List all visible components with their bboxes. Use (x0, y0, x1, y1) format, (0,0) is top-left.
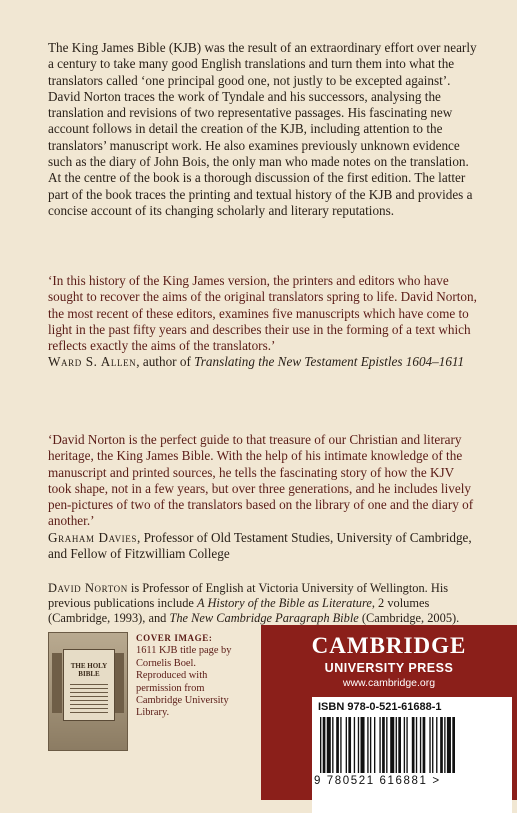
cover-thumbnail (48, 632, 128, 751)
barcode-bar (336, 717, 339, 773)
bio-text: , 2 volumes (Cambridge, 1993), and (48, 596, 430, 626)
barcode-bar (404, 717, 405, 773)
quote-author: Ward S. Allen (48, 354, 137, 370)
publisher-panel (261, 625, 517, 800)
cover-caption-text: 1611 KJB title page by Cornelis Boel. Reproduced with permission from Cambridge University Library. (136, 645, 232, 719)
barcode-bar (452, 717, 455, 773)
cover-figure-left (52, 653, 62, 713)
barcode-bar (429, 717, 430, 773)
barcode (320, 717, 504, 773)
cover-figure-right (114, 653, 124, 713)
barcode-bar (354, 717, 355, 773)
bio-book-title: The New Cambridge Paragraph Bible (169, 611, 359, 626)
publisher-press: UNIVERSITY PRESS (324, 661, 454, 675)
cover-caption-label: COVER IMAGE: (136, 633, 213, 643)
cover-caption (136, 632, 246, 720)
barcode-bar (386, 717, 387, 773)
publisher-url[interactable]: www.cambridge.org (342, 677, 436, 689)
bio-text: is Professor of English at Victoria University of Wellington. His previous publications include (48, 581, 449, 611)
barcode-bar (447, 717, 451, 773)
author-name: David Norton (48, 581, 128, 595)
barcode-bar (423, 717, 426, 773)
quote-work-title: Translating the New Testament Epistles 1604–1611 (194, 354, 465, 370)
barcode-bar (320, 717, 321, 773)
barcode-bar (358, 717, 359, 773)
bio-text: (Cambridge, 2005). (358, 611, 460, 626)
barcode-bar (379, 717, 380, 773)
bio-book-title: A History of the Bible as Literature (197, 596, 372, 611)
barcode-digits: 9 780521 616881 > (314, 775, 441, 787)
barcode-bar (340, 717, 341, 773)
barcode-bar (432, 717, 433, 773)
barcode-bar (390, 717, 394, 773)
barcode-bar (332, 717, 333, 773)
publisher-name: CAMBRIDGE (311, 633, 467, 658)
barcode-bar (323, 717, 326, 773)
barcode-bar (361, 717, 365, 773)
barcode-bar (398, 717, 401, 773)
barcode-box (312, 697, 512, 813)
author-bio (48, 581, 478, 627)
barcode-bar (444, 717, 445, 773)
barcode-bar (396, 717, 397, 773)
quote-text: ‘In this history of the King James version, the printers and editors who have sought to recover the aims of the original translators spring to life. David Norton, the most recent of these editors, examines five manuscripts which have come to light in the past fifty years and describes their use in the forming of a text which reflects exactly the aims of the translators.’ (48, 273, 477, 354)
barcode-bar (346, 717, 347, 773)
endorsement-quote-2 (48, 432, 478, 562)
quote-text: ‘David Norton is the perfect guide to that treasure of our Christian and literary heritage, the King James Bible. With the help of his intimate knowledge of the manuscript and printed sources, he tells the fascinating story of how the KJV took shape, not in a few years, but over three generations, and he includes lively pen-pictures of two of the translators based on the library of one and the diary of another.’ (48, 432, 474, 529)
barcode-bar (374, 717, 375, 773)
quote-affiliation: , Professor of Old Testament Studies, University of Cambridge, and Fellow of Fitzwilliam College (48, 529, 472, 562)
cover-text-lines (70, 684, 108, 714)
cover-title-panel (63, 649, 115, 721)
quote-author: Graham Davies (48, 529, 137, 545)
quote-attribution (48, 354, 464, 369)
barcode-bar (348, 717, 351, 773)
endorsement-quote-1 (48, 273, 478, 371)
barcode-bar (412, 717, 415, 773)
barcode-bar (436, 717, 437, 773)
isbn-label: ISBN 978-0-521-61688-1 (318, 701, 442, 713)
barcode-bar (327, 717, 331, 773)
barcode-bar (416, 717, 417, 773)
cover-thumbnail-title: THE HOLY BIBLE (70, 662, 108, 678)
barcode-bar (367, 717, 368, 773)
barcode-bar (420, 717, 421, 773)
barcode-bar (382, 717, 385, 773)
description-blurb: The King James Bible (KJB) was the result of an extraordinary effort over nearly a century to take many good English translations and turn them into what the translators called ‘one principal good one, not justly to be excepted against’. David Norton traces the work of Tyndale and his successors, analysing the translation and revisions of two representative passages. His fascinating new account follows in detail the creation of the KJB, including attention to the translators’ manuscript work. He also examines previously unknown evidence such as the diary of John Bois, the only man who made notes on the translation. At the centre of the book is a thorough discussion of the first edition. The latter part of the book traces the printing and textual history of the KJB and provides a concise account of its changing scholarly and literary reputations. (48, 40, 477, 218)
barcode-bar (406, 717, 407, 773)
quote-author-suffix: , author of (136, 354, 195, 370)
quote-attribution (48, 530, 472, 561)
barcode-bar (370, 717, 371, 773)
barcode-bar (440, 717, 443, 773)
